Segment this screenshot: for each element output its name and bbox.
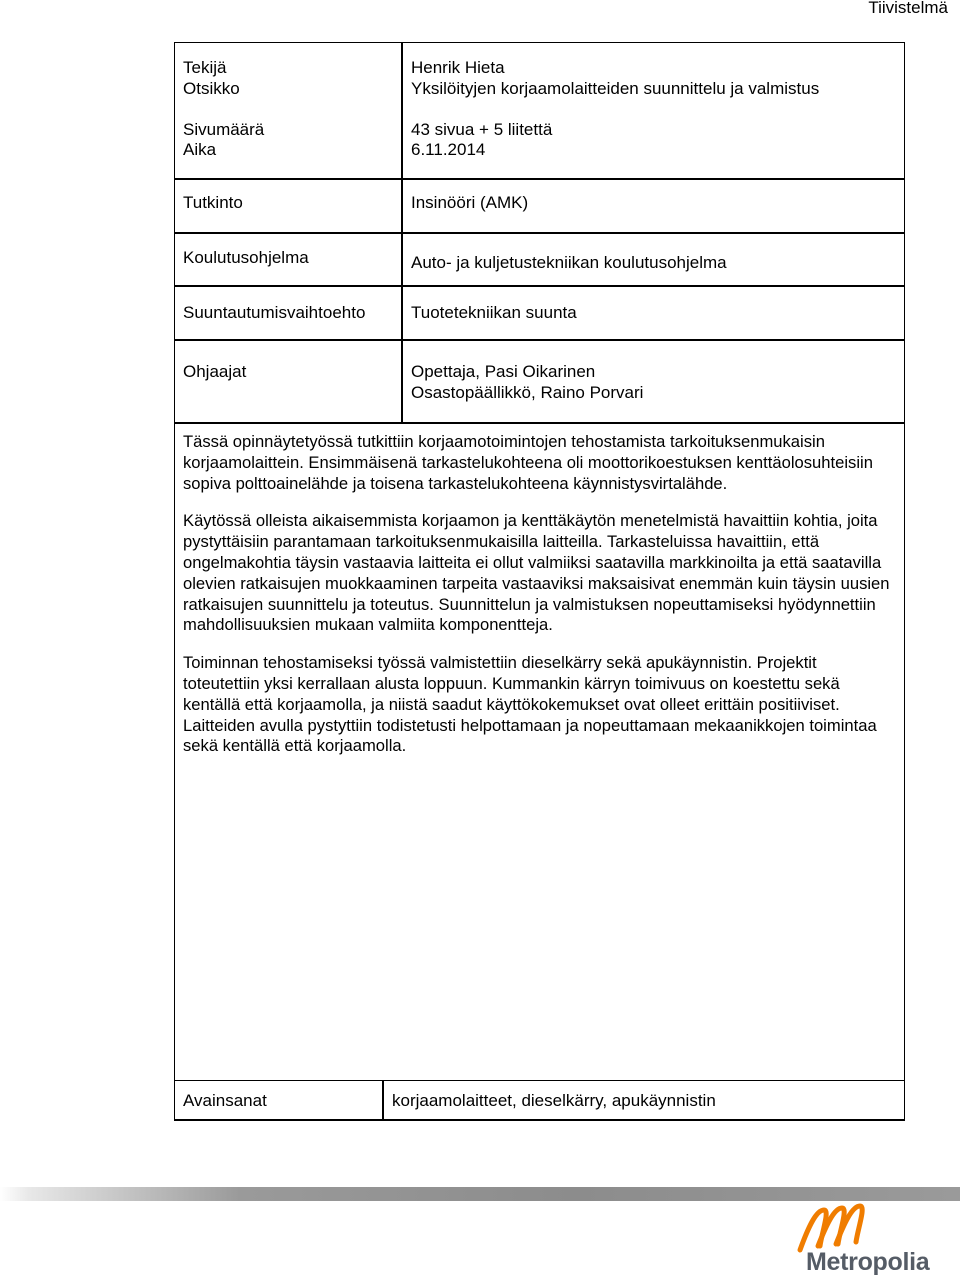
logo-text: Metropolia: [806, 1248, 930, 1276]
keywords-divider: [382, 1080, 384, 1121]
keywords-label: Avainsanat: [183, 1091, 267, 1110]
title-value: Yksilöityjen korjaamolaitteiden suunnittelu ja valmistus: [411, 79, 820, 98]
author-label: Tekijä: [183, 58, 227, 77]
row-divider: [174, 178, 905, 180]
pages-label: Sivumäärä: [183, 120, 265, 139]
abstract-paragraph: Käytössä olleista aikaisemmista korjaamon ja kenttäkäytön menetelmistä havaittiin kohtia, joita pystyttäisiin parantamaan tarkoituksenmukaisilla laitteilla. Tarkasteluissa havaittiin, että ongelmakohtia täysin vastaavia laitteita ei ollut valmiiksi saatavilla markkinoilta ja että saatavilla olevien ratkaisujen muokkaaminen tarpeita vastaaviksi maksaisivat enemmän kuin täysin uusien ratkaisujen suunnittelu ja toteutus. Suunnittelun ja valmistuksen nopeuttamiseksi hyödynnettiin mahdollisuuksien mukaan valmiita komponentteja.: [183, 511, 890, 635]
abstract-paragraph: Tässä opinnäytetyössä tutkittiin korjaamotoimintojen tehostamista tarkoituksenmukaisin korjaamolaittein. Ensimmäisenä tarkastelukohteena oli moottorikoestuksen kenttäolosuhteisiin sopiva polttoainelähde ja toisena tarkastelukohteena käynnistysvirtalähde.: [183, 432, 873, 493]
keywords-value: korjaamolaitteet, dieselkärry, apukäynnistin: [392, 1091, 716, 1110]
supervisors-label: Ohjaajat: [183, 362, 247, 381]
pages-value: 43 sivua + 5 liitettä: [411, 120, 553, 139]
author-value: Henrik Hieta: [411, 58, 505, 77]
row-divider: [174, 232, 905, 234]
degree-label: Tutkinto: [183, 193, 243, 212]
title-label: Otsikko: [183, 79, 240, 98]
specialisation-value: Tuotetekniikan suunta: [411, 303, 577, 322]
row-divider: [174, 422, 905, 424]
date-label: Aika: [183, 140, 217, 159]
programme-value: Auto- ja kuljetustekniikan koulutusohjelma: [411, 253, 727, 272]
specialisation-label: Suuntautumisvaihtoehto: [183, 303, 366, 322]
supervisor-2: Osastopäällikkö, Raino Porvari: [411, 383, 644, 402]
row-divider: [174, 285, 905, 287]
abstract-text: [183, 432, 893, 774]
programme-label: Koulutusohjelma: [183, 248, 309, 267]
date-value: 6.11.2014: [411, 140, 486, 159]
degree-value: Insinööri (AMK): [411, 193, 529, 212]
row-divider: [174, 339, 905, 341]
page-header-title: Tiivistelmä: [868, 0, 948, 17]
supervisor-1: Opettaja, Pasi Oikarinen: [411, 362, 596, 381]
abstract-paragraph: Toiminnan tehostamiseksi työssä valmistettiin dieselkärry sekä apukäynnistin. Projektit toteutettiin yksi kerrallaan alusta loppuun. Kummankin kärryn toimivuus on koestettu sekä kentällä että korjaamolla, ja niistä saadut käyttökokemukset ovat olleet erittäin positiiviset. Laitteiden avulla pystyttiin todistetusti helpottamaan ja nopeuttamaan mekaanikkojen toimintaa sekä kentällä että korjaamolla.: [183, 653, 877, 756]
